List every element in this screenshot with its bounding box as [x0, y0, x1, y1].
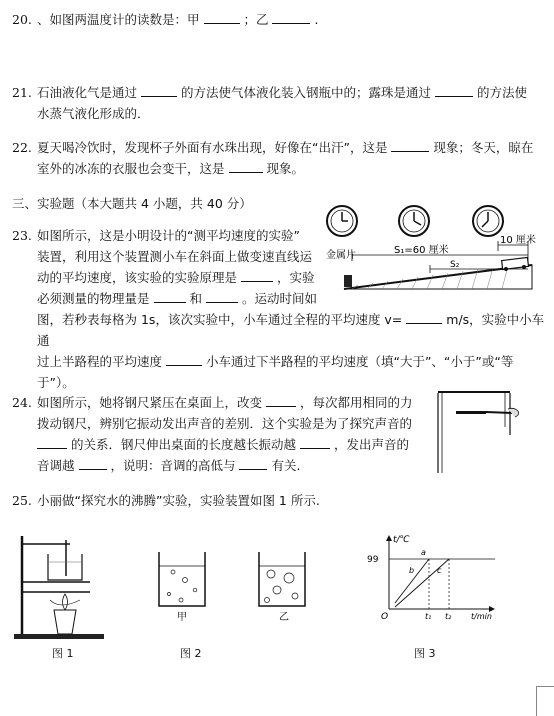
fig2-beakers	[155, 548, 315, 628]
q23-l7: 于”）。	[37, 375, 75, 390]
q20-number: 20.	[12, 12, 32, 27]
q25-text: 小丽做“探究水的沸腾”实验，实验装置如图 1 所示.	[37, 493, 320, 508]
beaker-b	[259, 552, 305, 606]
fig3-label-b: b	[409, 566, 415, 575]
fig3-label-c: c	[437, 566, 442, 575]
q24-l1b: ，每次都用相同的力	[299, 395, 413, 410]
q23-blank-compare[interactable]	[166, 353, 202, 366]
q24-l2: 拨动钢尺，辨别它振动发出声音的差别．这个实验是为了探究声音的	[37, 416, 413, 431]
fig3-origin: O	[381, 612, 389, 622]
s1-label: S₁=60 厘米	[394, 245, 449, 256]
fig3-caption: 图 3	[414, 647, 436, 660]
fig3-y99: 99	[367, 555, 379, 565]
q23-number: 23.	[12, 228, 32, 243]
fig2-caption: 图 2	[180, 647, 202, 660]
q24-blank-e[interactable]	[239, 457, 267, 470]
q21-blank-a[interactable]	[141, 84, 177, 97]
fig3-t1: t₁	[425, 612, 432, 621]
alcohol-lamp	[54, 610, 76, 634]
q24-text	[37, 392, 422, 476]
q23-l4a: 必须测量的物理量是	[37, 291, 150, 306]
q23-l5a: 图，若秒表每格为 1s，该次实验中，小车通过全程的平均速度 v=	[37, 312, 403, 327]
q21-l1c: 的方法使	[476, 85, 527, 100]
q23-l5b: m/s，实验中小车通	[37, 312, 545, 348]
q23-l4c: 。运动时间如	[241, 291, 317, 306]
q21-l1b: 的方法使气体液化装入钢瓶中的；露珠是通过	[180, 85, 431, 100]
q22-l2b: 现象。	[266, 161, 304, 176]
crop-mark	[536, 686, 554, 716]
fig3-graph	[365, 533, 505, 628]
q21-number: 21.	[12, 85, 32, 100]
q20-blank-b[interactable]	[272, 11, 310, 24]
stopwatch-icon	[473, 206, 503, 236]
q24-l4b: ，说明：音调的高低与	[110, 458, 236, 473]
fig1-apparatus	[10, 530, 120, 642]
q22-l2a: 室外的冰冻的衣服也会变干，这是	[37, 161, 225, 176]
s2-label: S₂	[450, 260, 460, 270]
q20-mid: ；乙	[243, 12, 269, 27]
fig3-t2: t₂	[445, 612, 452, 621]
stopwatch-icon	[399, 206, 429, 236]
q23-blank-quantity-b[interactable]	[206, 290, 238, 303]
beaker-a	[159, 552, 205, 606]
fig2-label-b: 乙	[279, 612, 289, 623]
q24-blank-a[interactable]	[266, 394, 296, 407]
q23-l4b: 和	[189, 291, 202, 306]
q24-number: 24.	[12, 395, 32, 410]
q23-l3a: 动的平均速度，该实验的实验原理是	[37, 270, 238, 285]
q20-text	[37, 9, 318, 30]
flame-icon	[63, 594, 68, 610]
q23-blank-quantity-a[interactable]	[154, 290, 186, 303]
fig3-xlabel: t/min	[471, 612, 492, 621]
q23-l2: 装置，利用这个装置测小车在斜面上做变速直线运	[37, 249, 313, 264]
q24-l3b: ，发出声音的	[333, 437, 409, 452]
q22-l1b: 现象；冬天，晾在	[433, 140, 534, 155]
q20-pre: 、如图两温度计的读数是：甲	[37, 12, 200, 27]
stopwatch-icon	[327, 206, 357, 236]
q20-blank-a[interactable]	[204, 11, 240, 24]
stand-base	[14, 634, 104, 639]
metal-plate	[344, 275, 352, 287]
q23-slope-figure	[322, 203, 552, 295]
q24-l3: 的关系．钢尺伸出桌面的长度越长振动越	[70, 437, 296, 452]
q24-ruler-figure	[430, 385, 525, 475]
q22-blank-b[interactable]	[229, 160, 263, 173]
q23-l1: 如图所示，这是小明设计的“测平均速度的实验”	[37, 228, 300, 243]
ruler	[456, 411, 486, 414]
q23-l3b: ，实验	[276, 270, 315, 285]
q21-blank-b[interactable]	[435, 84, 473, 97]
q21-l2: 水蒸气液化形成的．	[37, 106, 150, 121]
q23-l6a: 过上半路程的平均速度	[37, 354, 163, 369]
q24-l4c: 有关.	[271, 458, 301, 473]
q22-number: 22.	[12, 140, 32, 155]
section3-title: 三、实验题（本大题共 4 小题，共 40 分）	[12, 196, 252, 211]
q20-end: .	[314, 12, 319, 27]
ten-cm-label: 10 厘米	[500, 235, 536, 246]
q22-blank-a[interactable]	[391, 139, 429, 152]
q21-text	[37, 82, 547, 124]
q22-text	[37, 137, 547, 179]
q22-l1a: 夏天喝冷饮时，发现杯子外面有水珠出现，好像在“出汗”，这是	[37, 140, 388, 155]
q24-blank-b[interactable]	[37, 436, 67, 449]
q24-blank-c[interactable]	[300, 436, 330, 449]
metal-plate-label: 金属片	[326, 250, 356, 261]
beaker	[48, 554, 82, 580]
q25-number: 25.	[12, 493, 32, 508]
fig2-label-a: 甲	[177, 612, 187, 623]
fig3-label-a: a	[421, 548, 426, 557]
q23-l6b: 小车通过下半路程的平均速度（填“大于”、“小于”或“等	[205, 354, 514, 369]
q24-l1a: 如图所示，她将钢尺紧压在桌面上，改变	[37, 395, 263, 410]
q23-blank-speed[interactable]	[406, 311, 442, 324]
q24-l4a: 音调越	[37, 458, 75, 473]
q23-blank-principle[interactable]	[241, 269, 273, 282]
q21-l1a: 石油液化气是通过	[37, 85, 138, 100]
q24-blank-d[interactable]	[79, 457, 107, 470]
fig3-ylabel: t/℃	[393, 535, 410, 545]
fig1-caption: 图 1	[52, 647, 74, 660]
